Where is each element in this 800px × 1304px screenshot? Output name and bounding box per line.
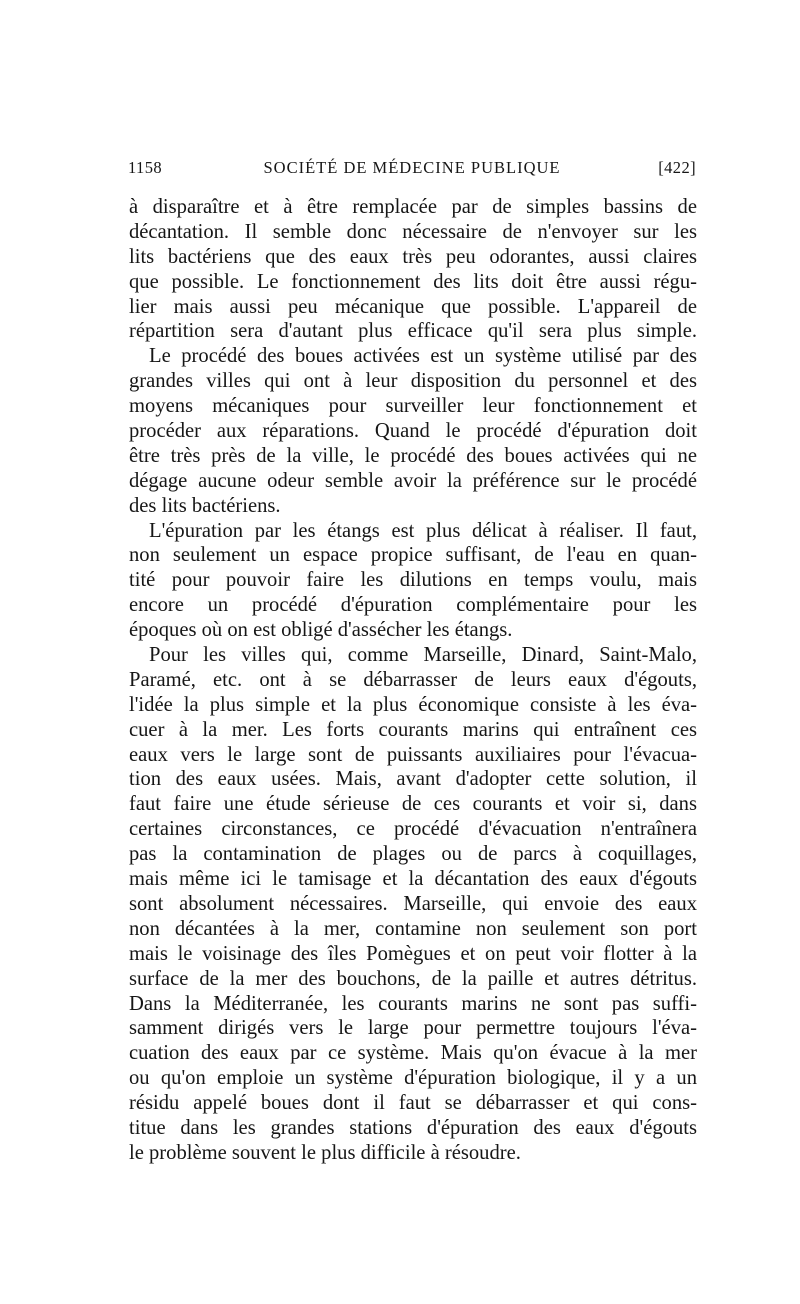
text-line: certaines circonstances, ce procédé d'évacuation n'entraînera [129, 818, 697, 841]
text-line: titue dans les grandes stations d'épuration des eaux d'égouts [129, 1116, 697, 1139]
paragraph-1 [129, 195, 697, 344]
text-line: moyens mécaniques pour surveiller leur fonctionnement et [129, 395, 697, 418]
text-line: répartition sera d'autant plus efficace qu'il sera plus simple. [129, 320, 697, 343]
text-line: faut faire une étude sérieuse de ces courants et voir si, dans [129, 793, 697, 816]
text-line: grandes villes qui ont à leur disposition du personnel et des [129, 370, 697, 393]
text-line: être très près de la ville, le procédé des boues activées qui ne [129, 444, 697, 467]
text-line: le problème souvent le plus difficile à résoudre. [129, 1141, 521, 1164]
text-line: samment dirigés vers le large pour permettre toujours l'éva- [129, 1017, 697, 1040]
text-line: l'idée la plus simple et la plus économique consiste à les éva- [129, 693, 697, 716]
text-line: Le procédé des boues activées est un système utilisé par des [149, 345, 697, 368]
text-line: que possible. Le fonctionnement des lits doit être aussi régu- [129, 270, 697, 293]
text-line: encore un procédé d'épuration complémentaire pour les [129, 594, 697, 617]
text-line: dégage aucune odeur semble avoir la préférence sur le procédé [129, 469, 697, 492]
text-line: des lits bactériens. [129, 494, 281, 517]
text-line: à disparaître et à être remplacée par de simples bassins de [129, 196, 697, 218]
text-line: tité pour pouvoir faire les dilutions en temps voulu, mais [129, 569, 697, 592]
text-line: surface de la mer des bouchons, de la paille et autres détritus. [129, 967, 697, 990]
text-line: tion des eaux usées. Mais, avant d'adopter cette solution, il [129, 768, 697, 791]
text-line: cuer à la mer. Les forts courants marins qui entraînent ces [129, 718, 697, 741]
text-line: résidu appelé boues dont il faut se débarrasser et qui cons- [129, 1092, 697, 1115]
text-line: lier mais aussi peu mécanique que possible. L'appareil de [129, 295, 697, 318]
text-line: ou qu'on emploie un système d'épuration biologique, il y a un [129, 1067, 697, 1090]
text-line: époques où on est obligé d'assécher les étangs. [129, 619, 513, 642]
text-line: Pour les villes qui, comme Marseille, Dinard, Saint-Malo, [149, 644, 697, 667]
text-line: Dans la Méditerranée, les courants marins ne sont pas suffi- [129, 992, 697, 1015]
text-line: cuation des eaux par ce système. Mais qu'on évacue à la mer [129, 1042, 697, 1065]
text-line: mais même ici le tamisage et la décantation des eaux d'égouts [129, 868, 697, 891]
text-line: lits bactériens que des eaux très peu odorantes, aussi claires [129, 245, 697, 268]
journal-title: SOCIÉTÉ DE MÉDECINE PUBLIQUE [263, 158, 561, 177]
paragraph-2 [129, 344, 697, 518]
body-text [129, 195, 697, 1166]
running-head [128, 158, 696, 182]
text-line: non seulement un espace propice suffisant, de l'eau en quan- [129, 544, 697, 567]
paragraph-4 [129, 643, 697, 1166]
text-line: décantation. Il semble donc nécessaire de n'envoyer sur les [129, 220, 697, 243]
text-line: non décantées à la mer, contamine non seulement son port [129, 917, 697, 940]
text-line: eaux vers le large sont de puissants auxiliaires pour l'évacua- [129, 743, 697, 766]
paragraph-3 [129, 519, 697, 643]
page-number: 1158 [128, 158, 162, 177]
text-line: pas la contamination de plages ou de parcs à coquillages, [129, 843, 697, 866]
text-line: procéder aux réparations. Quand le procédé d'épuration doit [129, 420, 697, 443]
text-line: L'épuration par les étangs est plus délicat à réaliser. Il faut, [149, 519, 697, 542]
section-number: [422] [658, 158, 696, 177]
text-line: Paramé, etc. ont à se débarrasser de leurs eaux d'égouts, [129, 668, 697, 691]
text-line: sont absolument nécessaires. Marseille, qui envoie des eaux [129, 892, 697, 915]
text-line: mais le voisinage des îles Pomègues et on peut voir flotter à la [129, 942, 697, 965]
